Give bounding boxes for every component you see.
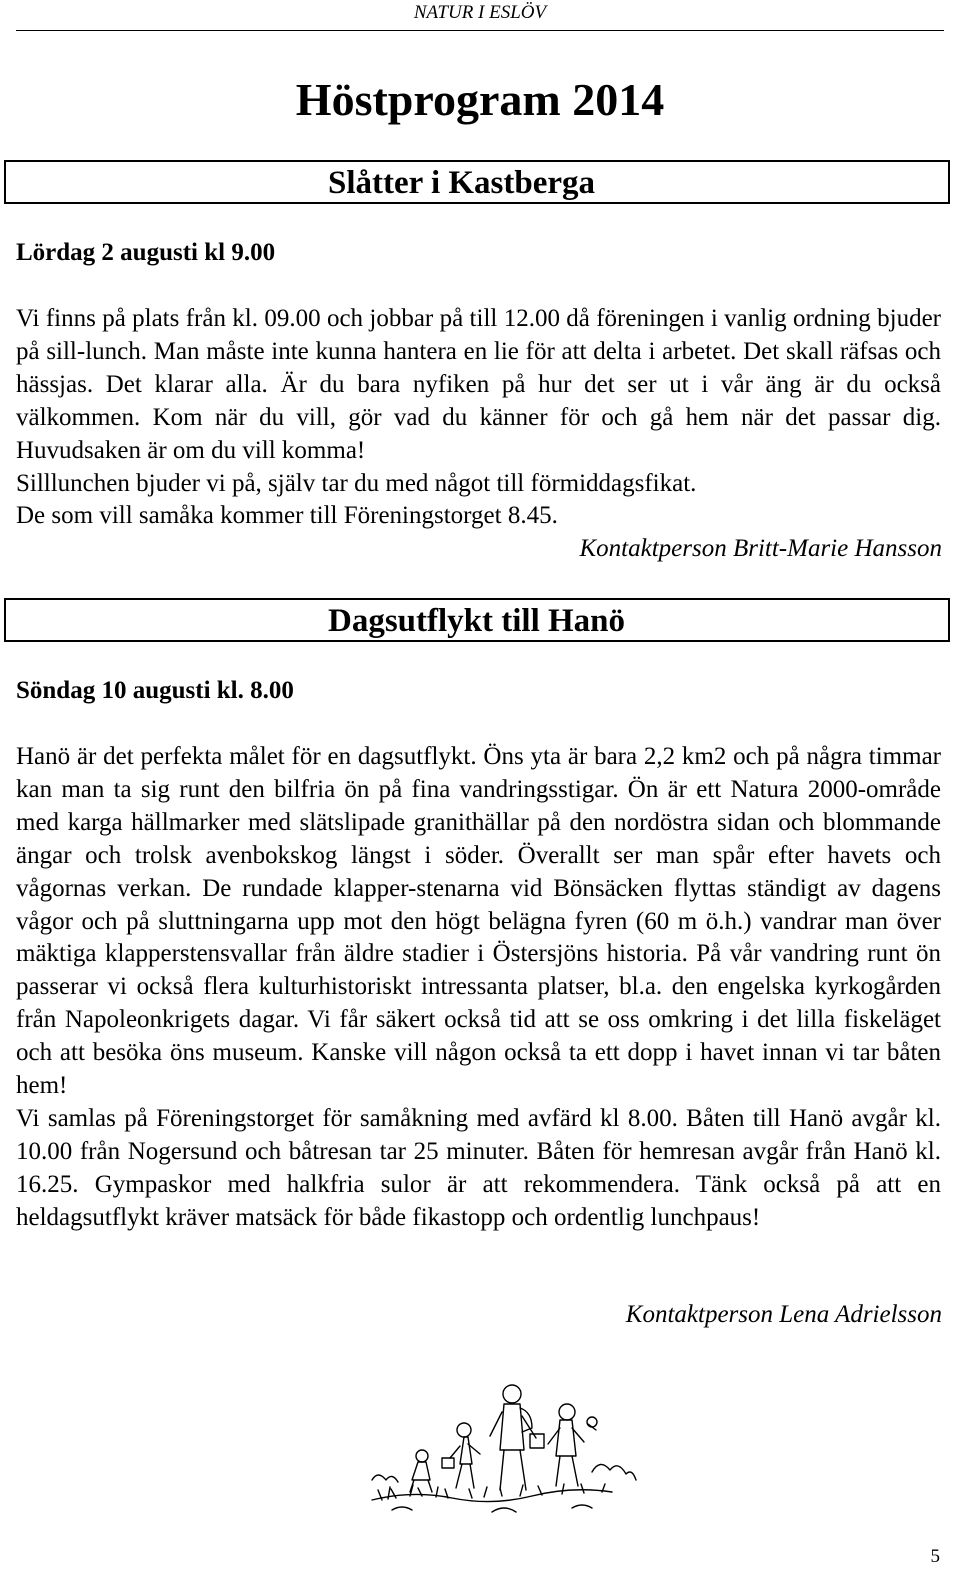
event-description bbox=[16, 741, 941, 1235]
event-title: Dagsutflykt till Hanö bbox=[328, 603, 626, 639]
page-number: 5 bbox=[930, 1546, 940, 1567]
hikers-sketch-icon bbox=[352, 1372, 652, 1527]
paragraph: Hanö är det perfekta målet för en dagsutflykt. Öns yta är bara 2,2 km2 och på några timmar kan man ta sig runt den bilfria ön på fina vandringsstigar. Ön är ett Natura 2000-område med karga hällmarker med slätslipade granithällar på den nordöstra sidan och blommande ängar och trolsk avenbokskog längst i söder. Överallt ser man spår efter havets och vågornas verkan. De rundade klapper-stenarna vid Bönsäcken flyttas ständigt av dagens vågor och på sluttningarna upp mot den högt belägna fyren (60 m ö.h.) vandrar man över mäktiga klapperstensvallar från äldre stadier i Östersjöns historia. På vår vandring runt ön passerar vi också flera kulturhistoriskt intressanta platser, bl.a. den engelska kyrkogården från Napoleonkrigets dagar. Vi får säkert också tid att se oss omkring i det lilla fiskeläget och att besöka öns museum. Kanske vill någon också ta ett dopp i havet innan vi tar båten hem! bbox=[16, 743, 941, 1100]
event-title-box bbox=[4, 160, 950, 204]
contact-person: Kontaktperson Lena Adrielsson bbox=[625, 1301, 942, 1328]
event-date: Lördag 2 augusti kl 9.00 bbox=[16, 239, 276, 266]
running-title: NATUR I ESLÖV bbox=[413, 2, 547, 23]
paragraph: Silllunchen bjuder vi på, själv tar du med något till förmiddagsfikat. bbox=[16, 469, 697, 497]
contact-person: Kontaktperson Britt-Marie Hansson bbox=[579, 535, 942, 562]
paragraph: De som vill samåka kommer till Föreningstorget 8.45. bbox=[16, 502, 558, 530]
event-title-box bbox=[4, 598, 950, 642]
event-title: Slåtter i Kastberga bbox=[328, 165, 596, 201]
event-description bbox=[16, 303, 941, 533]
running-header bbox=[16, 0, 944, 31]
paragraph: Vi finns på plats från kl. 09.00 och jobbar på till 12.00 då föreningen i vanlig ordning bjuder på sill-lunch. Man måste inte kunna hantera en lie för att delta i arbetet. Det skall räfsas och hässjas. Det klarar alla. Är du bara nyfiken på hur det ser ut i vår äng är du också välkommen. Kom när du vill, gör vad du känner för och gå hem när det passar dig. Huvudsaken är om du vill komma! bbox=[16, 305, 941, 464]
event-date: Söndag 10 augusti kl. 8.00 bbox=[16, 677, 294, 704]
page-title: Höstprogram 2014 bbox=[295, 74, 665, 125]
paragraph: Vi samlas på Föreningstorget för samåkning med avfärd kl 8.00. Båten till Hanö avgår kl. 10.00 från Nogersund och båtresan tar 25 minuter. Båten för hemresan avgår från Hanö kl. 16.25. Gympaskor med halkfria sulor är att rekommendera. Tänk också på att en heldagsutflykt kräver matsäck för både fikastopp och ordentlig lunchpaus! bbox=[16, 1104, 941, 1231]
